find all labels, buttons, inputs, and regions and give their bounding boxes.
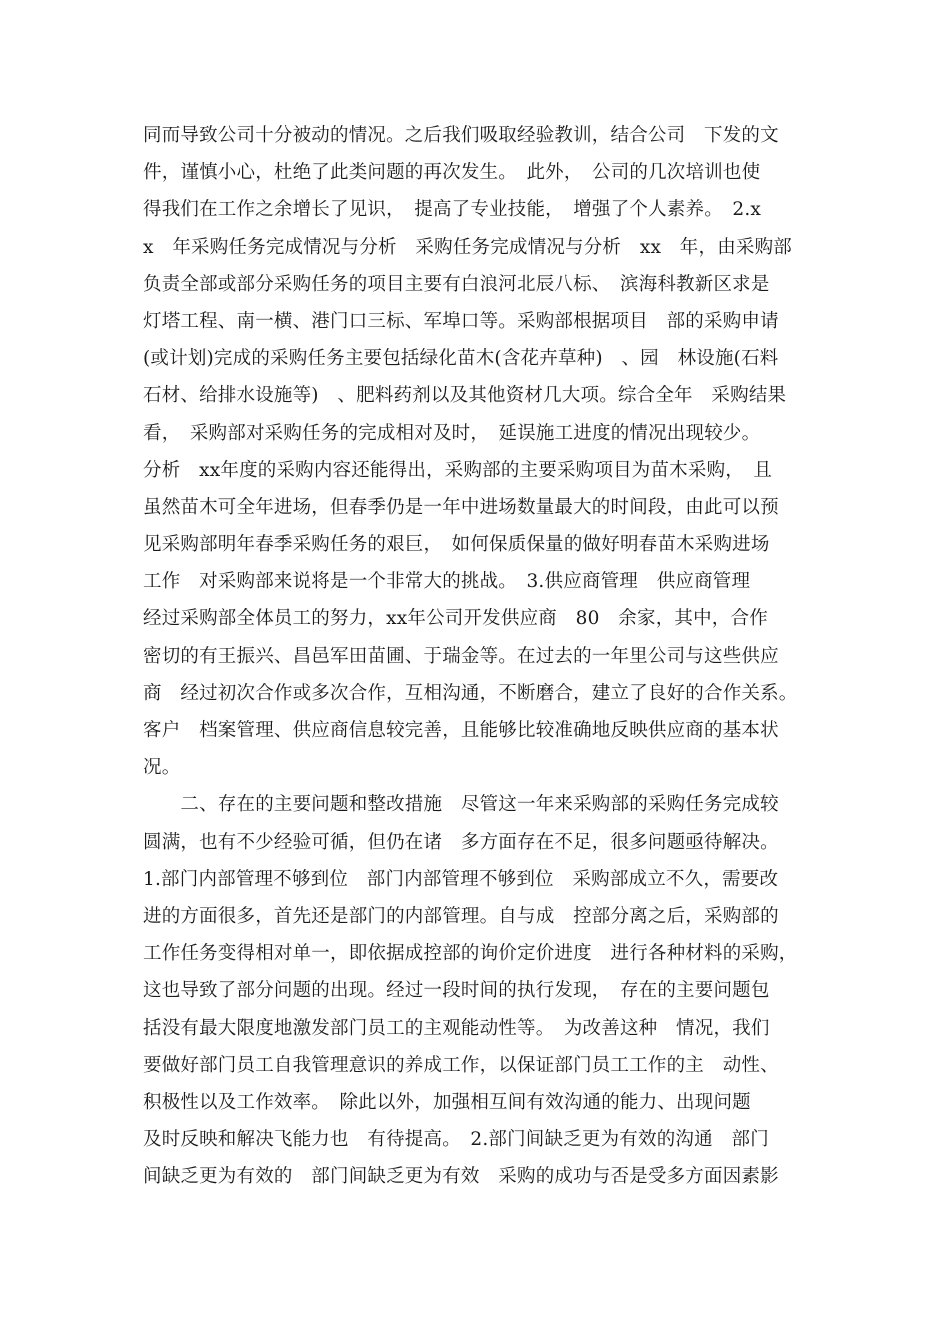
text-line: 同而导致公司十分被动的情况。之后我们吸取经验教训，结合公司 下发的文: [143, 125, 779, 146]
text-line: 密切的有王振兴、昌邑军田苗圃、于瑞金等。在过去的一年里公司与这些供应: [143, 645, 779, 667]
text-line: x 年采购任务完成情况与分析 采购任务完成情况与分析 xx 年，由采购部: [143, 236, 793, 258]
text-line: 分析 xx年度的采购内容还能得出，采购部的主要采购项目为苗木采购， 且: [143, 459, 773, 481]
text-line: 这也导致了部分问题的出现。经过一段时间的执行发现， 存在的主要问题包: [143, 980, 770, 1002]
text-line: 积极性以及工作效率。 除此以外，加强相互间有效沟通的能力、出现问题: [143, 1091, 751, 1113]
text-line: 石材、给排水设施等) 、肥料药剂以及其他资材几大项。综合全年 采购结果: [143, 385, 787, 407]
text-line: 圆满，也有不少经验可循，但仍在诸 多方面存在不足，很多问题亟待解决。: [143, 831, 779, 853]
text-line: 灯塔工程、南一横、港门口三标、军埠口等。采购部根据项目 部的采购申请: [143, 310, 779, 332]
text-line: 工作任务变得相对单一，即依据成控部的询价定价进度 进行各种材料的采购，: [143, 943, 798, 965]
text-line: 看， 采购部对采购任务的完成相对及时， 延误施工进度的情况出现较少。: [143, 422, 761, 444]
text-line: 虽然苗木可全年进场，但春季仍是一年中进场数量最大的时间段，由此可以预: [143, 496, 779, 518]
text-line: 得我们在工作之余增长了见识， 提高了专业技能， 增强了个人素养。 2.x: [143, 199, 762, 221]
section-heading-line: 二、存在的主要问题和整改措施 尽管这一年来采购部的采购任务完成较: [143, 794, 779, 816]
text-line: 客户 档案管理、供应商信息较完善，且能够比较准确地反映供应商的基本状: [143, 720, 779, 741]
text-line: 况。: [143, 757, 181, 779]
text-line: 间缺乏更为有效的 部门间缺乏更为有效 采购的成功与否是受多方面因素影: [143, 1166, 779, 1188]
text-line: 及时反映和解决飞能力也 有待提高。 2.部门间缺乏更为有效的沟通 部门: [143, 1129, 769, 1151]
text-line: 括没有最大限度地激发部门员工的主观能动性等。 为改善这种 情况，我们: [143, 1017, 770, 1039]
text-line: 进的方面很多，首先还是部门的内部管理。自与成 控部分离之后，采购部的: [143, 905, 779, 927]
text-line: 负责全部或部分采购任务的项目主要有白浪河北辰八标、 滨海科教新区求是: [143, 273, 770, 295]
text-line: 经过采购部全体员工的努力，xx年公司开发供应商 80 余家，其中，合作: [143, 608, 768, 630]
text-line: (或计划)完成的采购任务主要包括绿化苗木(含花卉草种) 、园 林设施(石料: [143, 348, 779, 370]
body-text: [143, 117, 833, 1195]
text-line: 见采购部明年春季采购任务的艰巨， 如何保质保量的做好明春苗木采购进场: [143, 534, 770, 556]
text-line: 工作 对采购部来说将是一个非常大的挑战。 3.供应商管理 供应商管理: [143, 571, 751, 593]
text-line: 件，谨慎小心，杜绝了此类问题的再次发生。 此外， 公司的几次培训也使: [143, 162, 761, 184]
text-line: 1.部门内部管理不够到位 部门内部管理不够到位 采购部成立不久，需要改: [143, 868, 779, 890]
text-line: 商 经过初次合作或多次合作，互相沟通，不断磨合，建立了良好的合作关系。: [143, 682, 798, 704]
text-line: 要做好部门员工自我管理意识的养成工作，以保证部门员工工作的主 动性、: [143, 1054, 779, 1076]
